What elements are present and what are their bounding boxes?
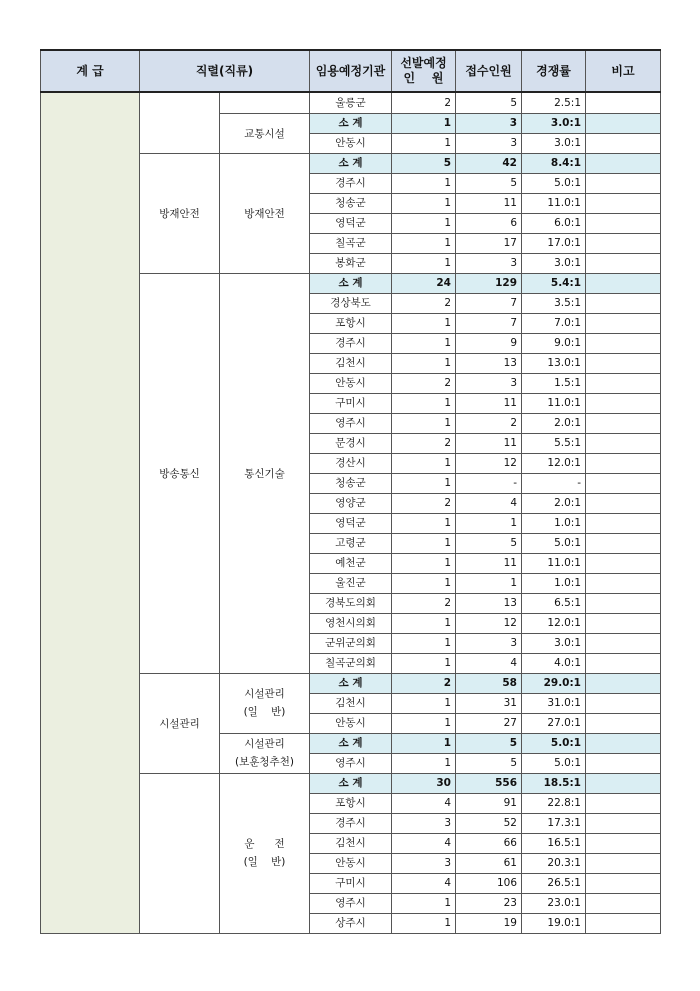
planned-cell: 1 (392, 254, 456, 274)
org-cell: 영덕군 (310, 514, 392, 534)
header-ratio: 경쟁률 (522, 50, 586, 92)
specialty-cell (220, 734, 310, 774)
applicants-cell: 5 (456, 754, 522, 774)
planned-cell: 1 (392, 654, 456, 674)
note-cell (586, 294, 661, 314)
rank-cell (140, 154, 220, 274)
applicants-cell: 11 (456, 554, 522, 574)
note-cell (586, 434, 661, 454)
ratio-cell: 4.0:1 (522, 654, 586, 674)
ratio-cell: 1.0:1 (522, 574, 586, 594)
rank-cell (140, 92, 220, 154)
note-cell (586, 394, 661, 414)
applicants-cell: 11 (456, 394, 522, 414)
ratio-cell: 17.0:1 (522, 234, 586, 254)
applicants-cell: 12 (456, 454, 522, 474)
header-row (41, 50, 661, 92)
applicants-cell: 106 (456, 874, 522, 894)
ratio-cell: - (522, 474, 586, 494)
planned-cell: 3 (392, 854, 456, 874)
ratio-cell: 16.5:1 (522, 834, 586, 854)
ratio-cell: 29.0:1 (522, 674, 586, 694)
org-cell: 영주시 (310, 754, 392, 774)
planned-cell: 1 (392, 634, 456, 654)
ratio-cell: 5.5:1 (522, 434, 586, 454)
org-cell: 소 계 (310, 674, 392, 694)
note-cell (586, 594, 661, 614)
rank-label: 방재안전 (159, 207, 200, 220)
org-cell: 김천시 (310, 694, 392, 714)
planned-cell: 1 (392, 514, 456, 534)
org-cell: 안동시 (310, 134, 392, 154)
rank-cell (140, 674, 220, 774)
applicants-cell: 13 (456, 594, 522, 614)
planned-cell: 1 (392, 894, 456, 914)
org-cell: 구미시 (310, 394, 392, 414)
planned-cell: 1 (392, 614, 456, 634)
rank-cell (140, 274, 220, 674)
ratio-cell: 3.0:1 (522, 114, 586, 134)
planned-cell: 4 (392, 874, 456, 894)
org-cell: 영양군 (310, 494, 392, 514)
org-cell: 소 계 (310, 154, 392, 174)
applicants-cell: 61 (456, 854, 522, 874)
applicants-cell: 17 (456, 234, 522, 254)
org-cell: 소 계 (310, 734, 392, 754)
applicants-cell: 6 (456, 214, 522, 234)
note-cell (586, 674, 661, 694)
ratio-cell: 3.5:1 (522, 294, 586, 314)
table-row (41, 92, 661, 114)
ratio-cell: 5.0:1 (522, 734, 586, 754)
planned-cell: 5 (392, 154, 456, 174)
planned-cell: 1 (392, 554, 456, 574)
note-cell (586, 754, 661, 774)
planned-cell: 1 (392, 914, 456, 934)
planned-cell: 2 (392, 594, 456, 614)
applicants-cell: 3 (456, 374, 522, 394)
org-cell: 칠곡군 (310, 234, 392, 254)
org-cell: 군위군의회 (310, 634, 392, 654)
header-grade: 계 급 (41, 50, 140, 92)
ratio-cell: 20.3:1 (522, 854, 586, 874)
ratio-cell: 11.0:1 (522, 194, 586, 214)
planned-cell: 1 (392, 194, 456, 214)
planned-cell: 1 (392, 454, 456, 474)
ratio-cell: 1.0:1 (522, 514, 586, 534)
planned-cell: 1 (392, 134, 456, 154)
applicants-cell: 2 (456, 414, 522, 434)
org-cell: 소 계 (310, 114, 392, 134)
org-cell: 영주시 (310, 414, 392, 434)
planned-cell: 1 (392, 734, 456, 754)
note-cell (586, 734, 661, 754)
org-cell: 문경시 (310, 434, 392, 454)
ratio-cell: 23.0:1 (522, 894, 586, 914)
org-cell: 영덕군 (310, 214, 392, 234)
applicants-cell: 9 (456, 334, 522, 354)
header-org: 임용예정기관 (310, 50, 392, 92)
note-cell (586, 614, 661, 634)
ratio-cell: 11.0:1 (522, 554, 586, 574)
ratio-cell: 31.0:1 (522, 694, 586, 714)
planned-cell: 1 (392, 114, 456, 134)
ratio-cell: 12.0:1 (522, 454, 586, 474)
note-cell (586, 574, 661, 594)
specialty-label: 방재안전 (244, 207, 285, 220)
header-planned-line2: 인 원 (403, 71, 444, 85)
note-cell (586, 114, 661, 134)
planned-cell: 2 (392, 92, 456, 114)
org-cell: 칠곡군의회 (310, 654, 392, 674)
ratio-cell: 19.0:1 (522, 914, 586, 934)
org-cell: 구미시 (310, 874, 392, 894)
specialty-cell (220, 114, 310, 154)
planned-cell: 1 (392, 414, 456, 434)
rank-label: 시설관리 (159, 717, 200, 730)
org-cell: 예천군 (310, 554, 392, 574)
applicants-cell: 27 (456, 714, 522, 734)
applicants-cell: 5 (456, 174, 522, 194)
rank-label: 방송통신 (159, 467, 200, 480)
note-cell (586, 214, 661, 234)
note-cell (586, 494, 661, 514)
applicants-cell: 3 (456, 254, 522, 274)
org-cell: 경북도의회 (310, 594, 392, 614)
note-cell (586, 274, 661, 294)
org-cell: 경주시 (310, 174, 392, 194)
header-applicants: 접수인원 (456, 50, 522, 92)
planned-cell: 1 (392, 314, 456, 334)
org-cell: 포항시 (310, 794, 392, 814)
planned-cell: 2 (392, 674, 456, 694)
applicants-cell: 4 (456, 654, 522, 674)
specialty-cell (220, 674, 310, 734)
org-cell: 포항시 (310, 314, 392, 334)
planned-cell: 1 (392, 694, 456, 714)
planned-cell: 1 (392, 234, 456, 254)
applicants-cell: 19 (456, 914, 522, 934)
applicants-cell: 66 (456, 834, 522, 854)
specialty-cell (220, 92, 310, 114)
applicants-cell: 5 (456, 92, 522, 114)
ratio-cell: 5.0:1 (522, 174, 586, 194)
ratio-cell: 6.0:1 (522, 214, 586, 234)
applicants-cell: 3 (456, 634, 522, 654)
note-cell (586, 514, 661, 534)
org-cell: 소 계 (310, 774, 392, 794)
note-cell (586, 154, 661, 174)
ratio-cell: 7.0:1 (522, 314, 586, 334)
note-cell (586, 694, 661, 714)
planned-cell: 1 (392, 534, 456, 554)
org-cell: 김천시 (310, 834, 392, 854)
applicants-cell: 13 (456, 354, 522, 374)
note-cell (586, 534, 661, 554)
ratio-cell: 13.0:1 (522, 354, 586, 374)
applicants-cell: 58 (456, 674, 522, 694)
planned-cell: 1 (392, 214, 456, 234)
ratio-cell: 3.0:1 (522, 634, 586, 654)
applicants-cell: 31 (456, 694, 522, 714)
planned-cell: 2 (392, 294, 456, 314)
applicants-cell: 1 (456, 574, 522, 594)
org-cell: 청송군 (310, 194, 392, 214)
note-cell (586, 374, 661, 394)
note-cell (586, 414, 661, 434)
ratio-cell: 17.3:1 (522, 814, 586, 834)
specialty-label: 시설관리 (일 반) (243, 688, 286, 718)
note-cell (586, 894, 661, 914)
applicants-cell: 91 (456, 794, 522, 814)
header-note: 비고 (586, 50, 661, 92)
applicants-cell: 3 (456, 134, 522, 154)
note-cell (586, 854, 661, 874)
note-cell (586, 794, 661, 814)
planned-cell: 1 (392, 174, 456, 194)
applicants-cell: 3 (456, 114, 522, 134)
org-cell: 상주시 (310, 914, 392, 934)
org-cell: 경산시 (310, 454, 392, 474)
note-cell (586, 194, 661, 214)
planned-cell: 2 (392, 374, 456, 394)
note-cell (586, 554, 661, 574)
ratio-cell: 3.0:1 (522, 134, 586, 154)
ratio-cell: 3.0:1 (522, 254, 586, 274)
note-cell (586, 774, 661, 794)
header-planned (392, 50, 456, 92)
grade-cell (41, 92, 140, 934)
org-cell: 경주시 (310, 814, 392, 834)
ratio-cell: 26.5:1 (522, 874, 586, 894)
ratio-cell: 11.0:1 (522, 394, 586, 414)
org-cell: 김천시 (310, 354, 392, 374)
note-cell (586, 174, 661, 194)
planned-cell: 1 (392, 714, 456, 734)
planned-cell: 1 (392, 354, 456, 374)
org-cell: 경주시 (310, 334, 392, 354)
planned-cell: 2 (392, 434, 456, 454)
ratio-cell: 12.0:1 (522, 614, 586, 634)
applicants-cell: 7 (456, 314, 522, 334)
specialty-label: 운 전 (일 반) (243, 838, 286, 868)
planned-cell: 3 (392, 814, 456, 834)
ratio-cell: 5.4:1 (522, 274, 586, 294)
org-cell: 영주시 (310, 894, 392, 914)
note-cell (586, 334, 661, 354)
org-cell: 울진군 (310, 574, 392, 594)
ratio-cell: 5.0:1 (522, 754, 586, 774)
ratio-cell: 2.0:1 (522, 494, 586, 514)
specialty-label: 교통시설 (244, 127, 285, 140)
planned-cell: 30 (392, 774, 456, 794)
planned-cell: 24 (392, 274, 456, 294)
header-planned-line1: 선발예정 (400, 56, 447, 70)
ratio-cell: 8.4:1 (522, 154, 586, 174)
note-cell (586, 314, 661, 334)
org-cell: 봉화군 (310, 254, 392, 274)
planned-cell: 2 (392, 494, 456, 514)
recruitment-table (40, 49, 661, 934)
org-cell: 안동시 (310, 854, 392, 874)
ratio-cell: 18.5:1 (522, 774, 586, 794)
applicants-cell: 7 (456, 294, 522, 314)
table-body (41, 92, 661, 934)
specialty-label: 시설관리 (보훈청추천) (235, 738, 294, 768)
applicants-cell: 23 (456, 894, 522, 914)
note-cell (586, 914, 661, 934)
note-cell (586, 834, 661, 854)
note-cell (586, 874, 661, 894)
note-cell (586, 714, 661, 734)
note-cell (586, 454, 661, 474)
org-cell: 소 계 (310, 274, 392, 294)
applicants-cell: 12 (456, 614, 522, 634)
applicants-cell: 1 (456, 514, 522, 534)
specialty-label: 통신기술 (244, 467, 285, 480)
note-cell (586, 254, 661, 274)
ratio-cell: 27.0:1 (522, 714, 586, 734)
org-cell: 영천시의회 (310, 614, 392, 634)
org-cell: 안동시 (310, 714, 392, 734)
applicants-cell: 11 (456, 194, 522, 214)
applicants-cell: 4 (456, 494, 522, 514)
ratio-cell: 22.8:1 (522, 794, 586, 814)
applicants-cell: 52 (456, 814, 522, 834)
applicants-cell: 129 (456, 274, 522, 294)
ratio-cell: 5.0:1 (522, 534, 586, 554)
note-cell (586, 654, 661, 674)
ratio-cell: 2.0:1 (522, 414, 586, 434)
specialty-cell (220, 774, 310, 934)
org-cell: 울릉군 (310, 92, 392, 114)
note-cell (586, 634, 661, 654)
note-cell (586, 234, 661, 254)
org-cell: 안동시 (310, 374, 392, 394)
applicants-cell: 556 (456, 774, 522, 794)
planned-cell: 1 (392, 474, 456, 494)
applicants-cell: 5 (456, 734, 522, 754)
note-cell (586, 92, 661, 114)
note-cell (586, 134, 661, 154)
applicants-cell: - (456, 474, 522, 494)
specialty-cell (220, 154, 310, 274)
org-cell: 고령군 (310, 534, 392, 554)
org-cell: 경상북도 (310, 294, 392, 314)
rank-cell (140, 774, 220, 934)
ratio-cell: 1.5:1 (522, 374, 586, 394)
header-position: 직렬(직류) (140, 50, 310, 92)
ratio-cell: 6.5:1 (522, 594, 586, 614)
planned-cell: 4 (392, 834, 456, 854)
planned-cell: 1 (392, 574, 456, 594)
specialty-cell (220, 274, 310, 674)
note-cell (586, 814, 661, 834)
org-cell: 청송군 (310, 474, 392, 494)
applicants-cell: 11 (456, 434, 522, 454)
note-cell (586, 474, 661, 494)
applicants-cell: 5 (456, 534, 522, 554)
ratio-cell: 2.5:1 (522, 92, 586, 114)
planned-cell: 1 (392, 334, 456, 354)
planned-cell: 1 (392, 754, 456, 774)
planned-cell: 1 (392, 394, 456, 414)
note-cell (586, 354, 661, 374)
applicants-cell: 42 (456, 154, 522, 174)
ratio-cell: 9.0:1 (522, 334, 586, 354)
planned-cell: 4 (392, 794, 456, 814)
